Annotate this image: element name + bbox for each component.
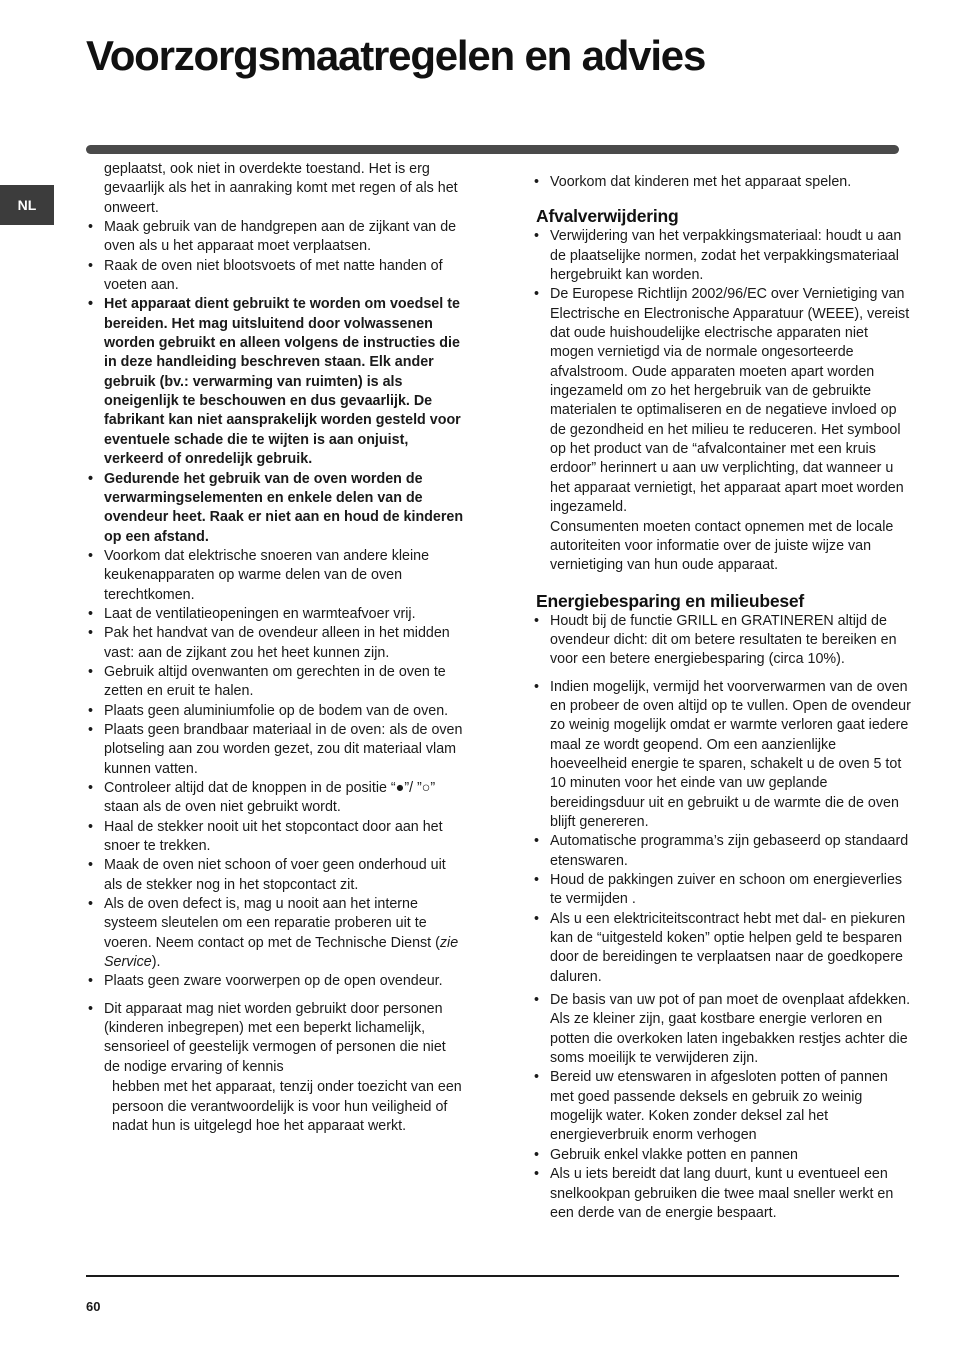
bullet-icon: •: [534, 286, 540, 303]
bullet-icon: •: [534, 1069, 540, 1086]
safety-list: [86, 218, 464, 1136]
right-column: [532, 173, 912, 1223]
continued-paragraph: Consumenten moeten contact opnemen met de locale autoriteiten voor informatie over de juiste wijze van vernietiging van hun oude apparaat.: [550, 518, 894, 574]
service-reference: zie Service: [104, 934, 459, 971]
list-item: • Gebruik altijd ovenwanten om gerechten in de oven te zetten en eruit te halen.: [88, 663, 446, 700]
bullet-icon: •: [534, 174, 540, 190]
bullet-icon: •: [88, 896, 94, 913]
bullet-icon: •: [534, 992, 540, 1009]
list-item: • Gedurende het gebruik van de oven worden de verwarmingselementen en enkele delen van de ovendeur heet. Raak er niet aan en houd de kinderen op een afstand.: [88, 470, 464, 545]
bullet-icon: •: [88, 625, 94, 642]
list-item: • Laat de ventilatieopeningen en warmteafvoer vrij.: [86, 605, 464, 624]
bullet-icon: •: [534, 1146, 540, 1163]
bullet-icon: •: [88, 702, 94, 719]
language-tab: NL: [0, 185, 54, 225]
continued-paragraph: hebben met het apparaat, tenzij onder toezicht van een persoon die verantwoordelijk is voor hun veiligheid of nadat hun is uitgelegd hoe het apparaat werkt.: [112, 1079, 462, 1134]
waste-heading: Afvalverwijdering: [536, 206, 679, 227]
bullet-icon: •: [88, 857, 94, 874]
bullet-icon: •: [88, 1000, 94, 1017]
list-item: • Maak gebruik van de handgrepen aan de zijkant van de oven als u het apparaat moet verplaatsen.: [88, 219, 457, 255]
bullet-icon: •: [534, 1166, 540, 1183]
bullet-icon: •: [534, 612, 540, 629]
list-item: • Verwijdering van het verpakkingsmateriaal: houdt u aan de plaatselijke normen, zodat het verpakkingsmateriaal hergebruikt kan worden.: [534, 228, 902, 284]
page-title: Voorzorgsmaatregelen en advies: [86, 32, 706, 79]
list-item: • Controleer altijd dat de knoppen in de positie “●”/ ”○” staan als de oven niet gebruikt wordt.: [88, 780, 436, 816]
list-item: • Haal de stekker nooit uit het stopcontact door aan het snoer te trekken.: [88, 818, 443, 855]
bullet-icon: •: [88, 663, 94, 680]
list-item: • Voorkom dat elektrische snoeren van andere kleine keukenapparaten op warme delen van de oven terechtkomen.: [88, 547, 430, 603]
page-number: 60: [86, 1299, 101, 1314]
safety-list-continued: [532, 173, 912, 192]
list-item: • Voorkom dat kinderen met het apparaat spelen.: [532, 173, 912, 192]
bullet-icon: •: [88, 547, 94, 564]
list-item: • Maak de oven niet schoon of voer geen onderhoud uit als de stekker nog in het stopcontact zit.: [88, 857, 446, 893]
bullet-icon: •: [534, 910, 540, 927]
list-item: • Plaats geen zware voorwerpen op de open ovendeur.: [86, 972, 464, 991]
bullet-icon: •: [534, 678, 540, 695]
list-item: • Als u een elektriciteitscontract hebt met dal- en piekuren kan de “uitgesteld koken” optie helpen geld te besparen door de bereidingen te verplaatsen naar de goedkopere daluren.: [534, 910, 906, 985]
bullet-icon: •: [534, 872, 540, 888]
bullet-icon: •: [534, 833, 540, 850]
bullet-icon: •: [534, 228, 540, 245]
list-item: • Gebruik enkel vlakke potten en pannen: [532, 1146, 912, 1165]
list-item: • Indien mogelijk, vermijd het voorverwarmen van de oven en probeer de oven altijd op te vullen. Open de ovendeur zo weinig mogelijk omdat er warmte verloren gaat iedere maal ze wordt geopend. Om een aanzienlijke hoeveelheid energie te sparen, schakelt u de oven 5 tot 10 minuten voor het einde van uw geplande bereidingsduur uit en gebruikt u de warmte die de oven blijft genereren.: [534, 678, 911, 830]
list-item: • Houdt bij de functie GRILL en GRATINEREN altijd de ovendeur dicht: dit om betere resultaten te bereiken en voor een betere energiebesparing (circa 10%).: [534, 612, 897, 668]
list-item: • De basis van uw pot of pan moet de ovenplaat afdekken. Als ze kleiner zijn, gaat kostbare energie verloren en potten die overkoken laten ingebakken restjes achter die soms moeilijk te verwijderen zijn.: [534, 992, 911, 1067]
list-item: • Pak het handvat van de ovendeur alleen in het midden vast: aan de zijkant zou het heet kunnen zijn.: [88, 625, 450, 661]
bullet-icon: •: [88, 605, 94, 622]
bullet-icon: •: [88, 721, 94, 738]
energy-heading: Energiebesparing en milieubesef: [536, 590, 805, 611]
list-item: • Automatische programma’s zijn gebaseerd op standaard etenswaren.: [534, 833, 909, 869]
waste-list: [532, 227, 912, 517]
bullet-icon: •: [88, 219, 94, 236]
energy-list: [532, 612, 912, 1224]
bullet-icon: •: [88, 296, 94, 313]
list-item: • Als de oven defect is, mag u nooit aan het interne systeem sleutelen om een reparatie proberen uit te voeren. Neem contact op met de Technische Dienst (zie Service).: [88, 896, 459, 971]
bullet-icon: •: [88, 780, 94, 796]
list-item: • Dit apparaat mag niet worden gebruikt door personen (kinderen inbegrepen) met een beperkt lichamelijk, sensorieel of geestelijk vermogen of personen die niet de nodige ervaring of kennis hebben met het apparaat, tenzij onder toezicht van een persoon die verantwoordelijk is voor hun veiligheid of nadat hun is uitgelegd hoe het apparaat werkt.: [86, 1000, 464, 1136]
list-item: • Raak de oven niet blootsvoets of met natte handen of voeten aan.: [88, 257, 443, 294]
list-item: • Houd de pakkingen zuiver en schoon om energieverlies te vermijden .: [534, 872, 903, 908]
footer-rule: [86, 1275, 899, 1277]
list-item: • Het apparaat dient gebruikt te worden om voedsel te bereiden. Het mag uitsluitend door volwassenen worden gebruikt en alleen volgens de instructies die in deze handleiding beschreven staan. Elk ander gebruik (bv.: verwarming van ruimten) is als oneigenlijk te beschouwen en dus gevaarlijk. De fabrikant kan niet aansprakelijk worden gesteld voor eventuele schade die te wijten is aan onjuist, verkeerd of onredelijk gebruik.: [88, 296, 461, 468]
left-column: [86, 160, 464, 1136]
list-item: • Plaats geen brandbaar materiaal in de oven: als de oven plotseling aan zou worden gezet, zou dit materiaal vlam kunnen vatten.: [88, 721, 463, 777]
list-item: • Plaats geen aluminiumfolie op de bodem van de oven.: [86, 702, 464, 721]
bullet-icon: •: [88, 818, 94, 835]
bullet-icon: •: [88, 257, 94, 274]
header-rule: [86, 145, 899, 154]
list-item: • Als u iets bereidt dat lang duurt, kunt u eventueel een snelkookpan gebruiken die twee maal sneller werkt en een derde van de energie bespaart.: [534, 1166, 894, 1221]
bullet-icon: •: [88, 470, 94, 487]
bullet-icon: •: [88, 973, 94, 990]
list-item: • De Europese Richtlijn 2002/96/EC over Vernietiging van Electrische en Electronische Apparatuur (WEEE), vereist dat oude huishoudelijke electrische apparaten niet mogen vernietigd via de normale ongesorteerde afvalstroom. Oude apparaten moeten apart worden ingezameld om zo het hergebruik van de gebruikte materialen te optimaliseren en de negatieve invloed op de gezondheid en het milieu te reduceren. Het symbool op het product van de “afvalcontainer met een kruis erdoor” herinnert u aan uw verplichting, dat wanneer u het apparaat vernietigt, het apparaat apart moet worden ingezameld.: [534, 286, 910, 516]
list-item: • Bereid uw etenswaren in afgesloten potten of pannen met goed passende deksels en gebruik zo weinig mogelijk water. Koken zonder deksel zal het energieverbruik enorm verhogen: [534, 1069, 888, 1144]
continued-paragraph: geplaatst, ook niet in overdekte toestand. Het is erg gevaarlijk als het in aanraking komt met regen of als het onweert.: [104, 161, 458, 216]
